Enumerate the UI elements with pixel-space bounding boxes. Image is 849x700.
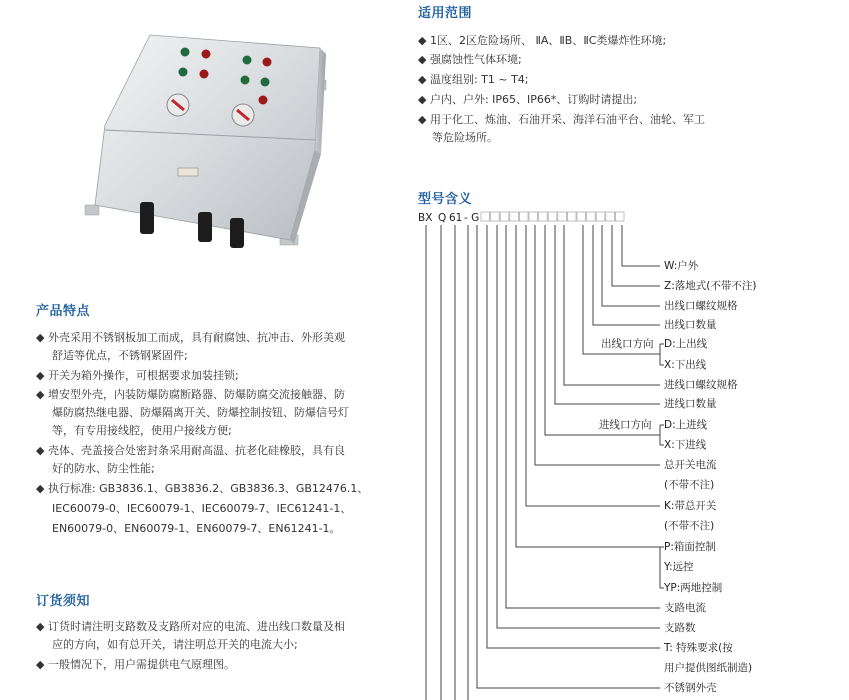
features-item: EN60079-0、EN60079-1、EN60079-7、EN61241-1。	[52, 522, 341, 535]
features-item: 爆防腐热继电器、防爆隔离开关、防爆控制按钮、防爆信号灯	[52, 406, 349, 419]
apply-item: ◆ 用于化工、炼油、石油开采、海洋石油平台、油轮、军工	[418, 113, 705, 126]
model-label: D:上进线	[664, 419, 708, 431]
features-item: 好的防水、防尘性能;	[52, 462, 155, 475]
code-box	[491, 212, 500, 221]
order-title: 订货须知	[36, 594, 91, 609]
code-box	[567, 212, 576, 221]
order-item: ◆ 订货时请注明支路数及支路所对应的电流、进出线口数量及相	[36, 620, 345, 633]
apply-item: ◆ 1区、2区危险场所、 ⅡA、ⅡB、ⅡC类爆炸性环境;	[418, 34, 667, 47]
code-box	[519, 212, 528, 221]
code-box	[558, 212, 567, 221]
code-box	[500, 212, 509, 221]
features-item: 等，有专用接线腔，使用户接线方便;	[52, 424, 232, 437]
code-box	[548, 212, 557, 221]
model-code-q: Q	[438, 212, 447, 224]
connector-line	[487, 225, 660, 648]
code-box	[529, 212, 538, 221]
features-item: ◆ 开关为箱外操作，可根据要求加装挂锁;	[36, 369, 239, 382]
model-label: 用户提供图纸制造)	[664, 662, 753, 674]
apply-item: ◆ 强腐蚀性气体环境;	[418, 53, 522, 66]
model-code-bx: BX	[418, 212, 433, 224]
code-box	[510, 212, 519, 221]
code-box	[539, 212, 548, 221]
connector-line	[612, 225, 660, 286]
model-label: K:带总开关	[664, 500, 717, 512]
model-title: 型号含义	[418, 192, 473, 207]
features-item: ◆ 执行标准: GB3836.1、GB3836.2、GB3836.3、GB12476.1、	[36, 482, 369, 495]
connector-line	[516, 225, 660, 547]
apply-item: 等危险场所。	[432, 131, 498, 144]
code-box	[596, 212, 605, 221]
model-label: T: 特殊要求(按	[664, 642, 733, 654]
connector-line	[622, 225, 660, 266]
apply-item: ◆ 温度组别: T1 ~ T4;	[418, 73, 529, 86]
model-label: Z:落地式(不带不注)	[664, 280, 757, 292]
model-label: X:下进线	[664, 439, 707, 451]
code-box	[577, 212, 586, 221]
connector-line	[477, 225, 660, 688]
model-label: YP:两地控制	[664, 582, 723, 594]
model-label: W:户外	[664, 260, 699, 272]
model-code-g: - G	[464, 212, 480, 224]
features-item: ◆ 增安型外壳，内装防爆防腐断路器、防爆防腐交流接触器、防	[36, 388, 345, 401]
features-item: 舒适等优点，不锈钢紧固件;	[52, 349, 188, 362]
order-item: 应的方向，如有总开关，请注明总开关的电流大小;	[52, 638, 298, 651]
model-label: 出线口螺纹规格	[664, 300, 738, 312]
model-label: (不带不注)	[664, 479, 715, 491]
model-label: Y:远控	[664, 561, 694, 573]
features-item: ◆ 外壳采用不锈钢板加工而成，具有耐腐蚀、抗冲击、外形美观	[36, 331, 345, 344]
features-title: 产品特点	[36, 304, 91, 319]
model-label: X:下出线	[664, 359, 707, 371]
connector-line	[593, 225, 660, 325]
model-label: 不锈钢外壳	[664, 682, 717, 694]
code-box	[587, 212, 596, 221]
model-label: 支路电流	[664, 602, 706, 614]
model-label: D:上出线	[664, 338, 708, 350]
features-item: IEC60079-0、IEC60079-1、IEC60079-7、IEC61241-1、	[52, 502, 352, 515]
model-label: 总开关电流	[664, 459, 717, 471]
model-label: 出线口数量	[664, 319, 717, 331]
order-item: ◆ 一般情况下，用户需提供电气原理图。	[36, 658, 235, 671]
code-box	[481, 212, 490, 221]
model-side-in: 进线口方向	[599, 419, 652, 431]
model-label: 支路数	[664, 622, 696, 634]
code-box	[615, 212, 624, 221]
code-box	[606, 212, 615, 221]
apply-item: ◆ 户内、户外: IP65、IP66*、订购时请提出;	[418, 93, 638, 106]
model-label: P:箱面控制	[664, 541, 716, 553]
connector-line	[555, 225, 660, 404]
features-item: ◆ 壳体、壳盖接合处密封条采用耐高温、抗老化硅橡胶，具有良	[36, 444, 345, 457]
model-code-61: 61	[449, 212, 463, 224]
model-label: 进线口数量	[664, 398, 717, 410]
model-label: 进线口螺纹规格	[664, 379, 738, 391]
apply-title: 适用范围	[418, 6, 473, 21]
model-label: (不带不注)	[664, 520, 715, 532]
model-side-out: 出线口方向	[601, 338, 654, 350]
